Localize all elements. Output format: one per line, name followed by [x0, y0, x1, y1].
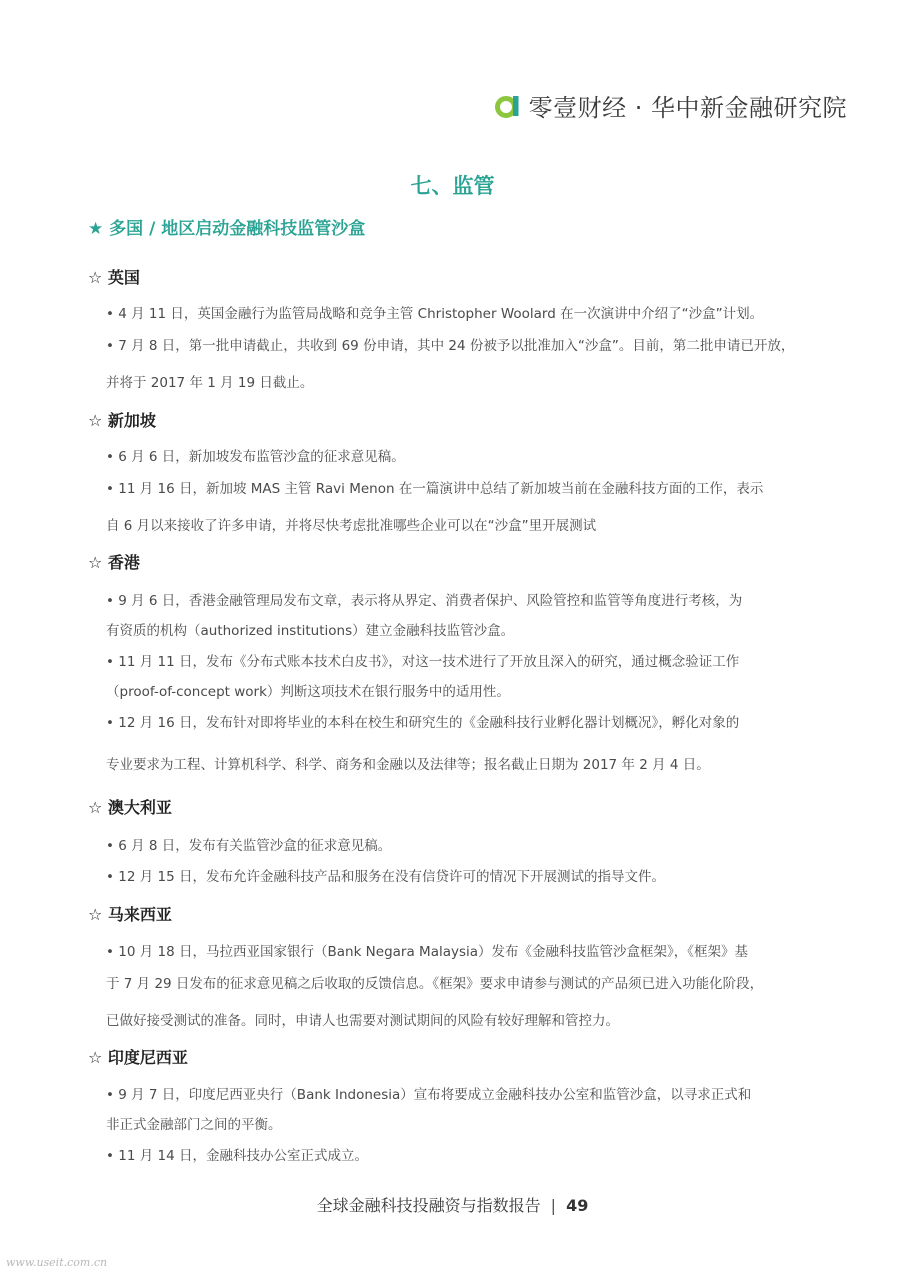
paragraph-line: 并将于 2017 年 1 月 19 日截止。 — [106, 375, 314, 391]
region-heading-indonesia: ☆ 印度尼西亚 — [88, 1048, 188, 1067]
region-heading-singapore: ☆ 新加坡 — [88, 411, 156, 430]
section-title: 七、监管 — [410, 174, 495, 198]
paragraph-line: • 6 月 8 日，发布有关监管沙盒的征求意见稿。 — [106, 838, 392, 854]
page-number: 49 — [566, 1196, 589, 1215]
paragraph-line: • 10 月 18 日，马拉西亚国家银行（Bank Negara Malaysia）发布《金融科技监管沙盒框架》，《框架》基 — [106, 944, 749, 960]
paragraph-line: • 4 月 11 日，英国金融行为监管局战略和竞争主管 Christopher Woolard 在一次演讲中介绍了“沙盒”计划。 — [106, 306, 764, 322]
header — [495, 88, 847, 123]
paragraph-line: • 9 月 7 日，印度尼西亚央行（Bank Indonesia）宣布将要成立金融科技办公室和监管沙盒，以寻求正式和 — [106, 1087, 752, 1103]
paragraph-line: 有资质的机构（authorized institutions）建立金融科技监管沙盒。 — [106, 623, 515, 639]
watermark: www.useit.com.cn — [6, 1256, 108, 1269]
paragraph-line: 非正式金融部门之间的平衡。 — [106, 1117, 282, 1133]
paragraph-line: （proof-of-concept work）判断这项技术在银行服务中的适用性。 — [106, 684, 510, 700]
paragraph-line: 专业要求为工程、计算机科学、科学、商务和金融以及法律等；报名截止日期为 2017 年 2 月 4 日。 — [106, 757, 710, 773]
paragraph-line: • 11 月 16 日，新加坡 MAS 主管 Ravi Menon 在一篇演讲中总结了新加坡当前在金融科技方面的工作，表示 — [106, 481, 764, 497]
sub-title: ★ 多国 / 地区启动金融科技监管沙盒 — [88, 219, 366, 239]
paragraph-line: 于 7 月 29 日发布的征求意见稿之后收取的反馈信息。《框架》要求申请参与测试的产品须已进入功能化阶段， — [106, 976, 764, 992]
brand-logo-icon — [495, 93, 521, 119]
region-heading-australia: ☆ 澳大利亚 — [88, 798, 172, 817]
paragraph-line: 已做好接受测试的准备。同时，申请人也需要对测试期间的风险有较好理解和管控力。 — [106, 1013, 619, 1029]
region-heading-uk: ☆ 英国 — [88, 268, 140, 287]
paragraph-line: • 11 月 11 日，发布《分布式账本技术白皮书》，对这一技术进行了开放且深入的研究，通过概念验证工作 — [106, 654, 740, 670]
page-footer — [0, 1193, 905, 1216]
paragraph-line: • 11 月 14 日，金融科技办公室正式成立。 — [106, 1148, 368, 1164]
paragraph-line: • 12 月 15 日，发布允许金融科技产品和服务在没有信贷许可的情况下开展测试的指导文件。 — [106, 869, 665, 885]
report-title: 全球金融科技投融资与指数报告 — [316, 1196, 541, 1215]
paragraph-line: • 7 月 8 日，第一批申请截止，共收到 69 份申请，其中 24 份被予以批准加入“沙盒”。目前，第二批申请已开放， — [106, 338, 795, 354]
paragraph-line: • 12 月 16 日，发布针对即将毕业的本科在校生和研究生的《金融科技行业孵化器计划概况》，孵化对象的 — [106, 715, 740, 731]
footer-separator: | — [550, 1196, 557, 1215]
region-heading-hongkong: ☆ 香港 — [88, 553, 140, 572]
brand-name: 零壹财经 · 华中新金融研究院 — [528, 94, 847, 122]
region-heading-malaysia: ☆ 马来西亚 — [88, 905, 172, 924]
paragraph-line: • 6 月 6 日，新加坡发布监管沙盒的征求意见稿。 — [106, 449, 405, 465]
paragraph-line: 自 6 月以来接收了许多申请，并将尽快考虑批准哪些企业可以在“沙盒”里开展测试 — [106, 518, 597, 534]
paragraph-line: • 9 月 6 日，香港金融管理局发布文章，表示将从界定、消费者保护、风险管控和监管等角度进行考核，为 — [106, 593, 743, 609]
